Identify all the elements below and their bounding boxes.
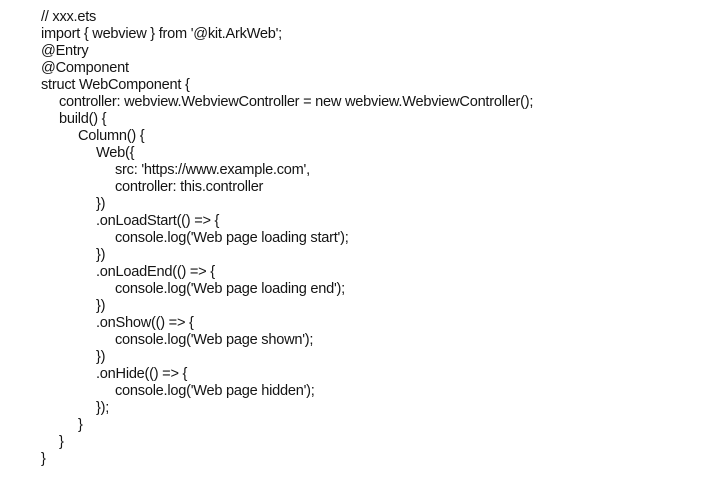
code-line: } bbox=[41, 451, 46, 467]
code-line: .onShow(() => { bbox=[96, 315, 194, 331]
code-line: } bbox=[78, 417, 83, 433]
code-line: } bbox=[59, 434, 64, 450]
code-line: src: 'https://www.example.com', bbox=[115, 162, 310, 178]
code-line: .onLoadEnd(() => { bbox=[96, 264, 215, 280]
code-line: console.log('Web page loading start'); bbox=[115, 230, 349, 246]
code-line: @Component bbox=[41, 60, 129, 76]
code-block bbox=[41, 9, 533, 468]
code-line: .onLoadStart(() => { bbox=[96, 213, 220, 229]
code-line: Column() { bbox=[78, 128, 145, 144]
code-line: import { webview } from '@kit.ArkWeb'; bbox=[41, 26, 282, 42]
code-line: }) bbox=[96, 196, 106, 212]
code-line: console.log('Web page loading end'); bbox=[115, 281, 345, 297]
code-line: controller: this.controller bbox=[115, 179, 264, 195]
code-line: }) bbox=[96, 349, 106, 365]
code-line: .onHide(() => { bbox=[96, 366, 188, 382]
code-line: Web({ bbox=[96, 145, 135, 161]
code-line: controller: webview.WebviewController = new webview.WebviewController(); bbox=[59, 94, 534, 110]
code-line: console.log('Web page hidden'); bbox=[115, 383, 315, 399]
code-line: @Entry bbox=[41, 43, 89, 59]
code-line: }); bbox=[96, 400, 110, 416]
code-line: }) bbox=[96, 298, 106, 314]
code-line: struct WebComponent { bbox=[41, 77, 190, 93]
code-line: // xxx.ets bbox=[41, 9, 97, 25]
code-line: build() { bbox=[59, 111, 107, 127]
code-line: }) bbox=[96, 247, 106, 263]
code-line: console.log('Web page shown'); bbox=[115, 332, 314, 348]
